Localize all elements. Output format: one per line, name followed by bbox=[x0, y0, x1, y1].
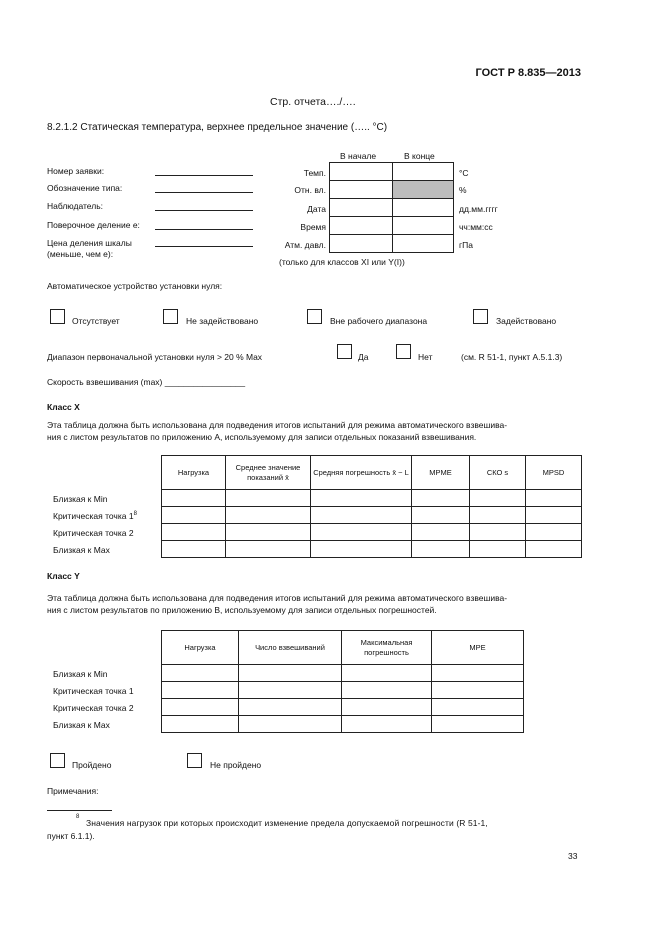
x-cell[interactable] bbox=[470, 490, 526, 507]
checkbox-absent[interactable] bbox=[50, 309, 65, 324]
x-cell[interactable] bbox=[162, 541, 226, 558]
footnote-mark: 8 bbox=[76, 814, 80, 820]
env-label-pressure: Атм. давл. bbox=[284, 240, 326, 250]
class-y-desc-2: ния с листом результатов по приложению В, используемому для записи отдельных погрешностей. bbox=[47, 605, 437, 615]
y-cell[interactable] bbox=[342, 699, 432, 716]
checkbox-used[interactable] bbox=[473, 309, 488, 324]
zero-title: Автоматическое устройство установки нуля: bbox=[47, 281, 223, 291]
section-title: 8.2.1.2 Статическая температура, верхнее предельное значение (….. °С) bbox=[47, 122, 388, 133]
range-ref: (см. R 51-1, пункт А.5.1.3) bbox=[461, 352, 563, 362]
y-cell[interactable] bbox=[342, 665, 432, 682]
env-note: (только для классов XI или Y(I)) bbox=[279, 257, 405, 267]
x-cell[interactable] bbox=[311, 541, 412, 558]
y-cell[interactable] bbox=[162, 665, 239, 682]
checkbox-not-used[interactable] bbox=[163, 309, 178, 324]
x-row-max: Близкая к Max bbox=[53, 545, 110, 555]
x-cell[interactable] bbox=[162, 490, 226, 507]
field-line-request[interactable] bbox=[155, 175, 253, 176]
x-header-load: Нагрузка bbox=[162, 456, 226, 490]
result-pass: Пройдено bbox=[72, 760, 112, 770]
class-y-table bbox=[161, 630, 524, 733]
field-label-type: Обозначение типа: bbox=[47, 183, 123, 193]
field-label-observer: Наблюдатель: bbox=[47, 201, 103, 211]
x-header-error: Средняя погрешность x̄ − L bbox=[311, 456, 412, 490]
x-row-critical-1-label: Критическая точка 1 bbox=[53, 511, 134, 521]
class-x-table bbox=[161, 455, 582, 558]
x-cell[interactable] bbox=[226, 541, 311, 558]
range-yes: Да bbox=[358, 352, 369, 362]
result-fail: Не пройдено bbox=[210, 760, 262, 770]
env-cell[interactable] bbox=[393, 217, 454, 235]
y-cell[interactable] bbox=[432, 682, 524, 699]
x-cell[interactable] bbox=[470, 507, 526, 524]
footnote-ref: 8 bbox=[133, 511, 137, 518]
y-cell[interactable] bbox=[162, 682, 239, 699]
env-cell[interactable] bbox=[393, 163, 454, 181]
x-cell[interactable] bbox=[311, 507, 412, 524]
field-line-observer[interactable] bbox=[155, 210, 253, 211]
y-cell[interactable] bbox=[342, 682, 432, 699]
env-cell[interactable] bbox=[330, 217, 393, 235]
y-row-critical-1: Критическая точка 1 bbox=[53, 686, 134, 696]
speed-text: Скорость взвешивания (max) _________________ bbox=[47, 377, 246, 387]
x-cell[interactable] bbox=[412, 541, 470, 558]
footnote-line-1: Значения нагрузок при которых происходит изменение предела допускаемой погрешности (R 51-1, bbox=[86, 818, 488, 828]
checkbox-yes[interactable] bbox=[337, 344, 352, 359]
class-y-title: Класс Y bbox=[47, 571, 80, 581]
option-absent: Отсутствует bbox=[72, 316, 120, 326]
env-cell[interactable] bbox=[330, 235, 393, 253]
env-unit-humidity: % bbox=[459, 185, 467, 195]
col-start-label: В начале bbox=[340, 151, 377, 161]
checkbox-pass[interactable] bbox=[50, 753, 65, 768]
x-cell[interactable] bbox=[226, 490, 311, 507]
y-header-mpe: MPE bbox=[432, 631, 524, 665]
env-cell[interactable] bbox=[393, 199, 454, 217]
x-cell[interactable] bbox=[526, 541, 582, 558]
standard-number: ГОСТ Р 8.835—2013 bbox=[475, 67, 581, 79]
y-header-max-error: Максимальная погрешность bbox=[342, 631, 432, 665]
footnote-separator bbox=[47, 810, 112, 811]
x-cell[interactable] bbox=[470, 541, 526, 558]
y-cell[interactable] bbox=[239, 682, 342, 699]
y-cell[interactable] bbox=[239, 716, 342, 733]
y-cell[interactable] bbox=[432, 665, 524, 682]
y-cell[interactable] bbox=[432, 699, 524, 716]
range-no: Нет bbox=[418, 352, 433, 362]
field-line-type[interactable] bbox=[155, 192, 253, 193]
x-cell[interactable] bbox=[162, 507, 226, 524]
x-cell[interactable] bbox=[470, 524, 526, 541]
checkbox-no[interactable] bbox=[396, 344, 411, 359]
env-cell[interactable] bbox=[330, 181, 393, 199]
env-cell-grey bbox=[393, 181, 454, 199]
y-cell[interactable] bbox=[239, 665, 342, 682]
col-end-label: В конце bbox=[404, 151, 435, 161]
class-x-desc-1: Эта таблица должна быть использована для подведения итогов испытаний для режима автоматического взвешива- bbox=[47, 420, 508, 430]
env-unit-pressure: гПа bbox=[459, 240, 473, 250]
page-number: 33 bbox=[568, 851, 578, 861]
x-cell[interactable] bbox=[226, 524, 311, 541]
y-row-critical-2: Критическая точка 2 bbox=[53, 703, 134, 713]
env-unit-date: дд.мм.гггг bbox=[459, 204, 498, 214]
class-x-desc-2: ния с листом результатов по приложению А, используемому для записи отдельных показаний взвешивания. bbox=[47, 432, 477, 442]
option-not-used: Не задействовано bbox=[186, 316, 259, 326]
y-cell[interactable] bbox=[239, 699, 342, 716]
footnote-line-2: пункт 6.1.1). bbox=[47, 831, 95, 841]
env-cell[interactable] bbox=[393, 235, 454, 253]
y-row-min: Близкая к Min bbox=[53, 669, 108, 679]
report-page: Стр. отчета…./…. bbox=[270, 96, 356, 108]
y-header-load: Нагрузка bbox=[162, 631, 239, 665]
checkbox-out-of-range[interactable] bbox=[307, 309, 322, 324]
y-cell[interactable] bbox=[342, 716, 432, 733]
x-cell[interactable] bbox=[226, 507, 311, 524]
x-row-critical-2: Критическая точка 2 bbox=[53, 528, 134, 538]
x-cell[interactable] bbox=[526, 524, 582, 541]
y-row-max: Близкая к Max bbox=[53, 720, 110, 730]
env-label-temp: Темп. bbox=[303, 168, 326, 178]
field-label-division: Поверочное деление e: bbox=[47, 220, 140, 230]
x-row-critical-1 bbox=[53, 511, 137, 521]
class-x-title: Класс X bbox=[47, 402, 80, 412]
field-line-scale[interactable] bbox=[155, 246, 253, 247]
option-out-of-range: Вне рабочего диапазона bbox=[330, 316, 428, 326]
y-cell[interactable] bbox=[162, 699, 239, 716]
notes-title: Примечания: bbox=[47, 786, 99, 796]
x-cell[interactable] bbox=[311, 490, 412, 507]
x-cell[interactable] bbox=[412, 524, 470, 541]
checkbox-fail[interactable] bbox=[187, 753, 202, 768]
x-cell[interactable] bbox=[412, 507, 470, 524]
class-y-desc-1: Эта таблица должна быть использована для подведения итогов испытаний для режима автоматического взвешива- bbox=[47, 593, 508, 603]
y-cell[interactable] bbox=[162, 716, 239, 733]
x-header-sko: СКО s bbox=[470, 456, 526, 490]
env-cell[interactable] bbox=[330, 199, 393, 217]
y-cell[interactable] bbox=[432, 716, 524, 733]
env-label-time: Время bbox=[300, 222, 326, 232]
field-label-request: Номер заявки: bbox=[47, 166, 105, 176]
x-header-mpme: MPME bbox=[412, 456, 470, 490]
option-used: Задействовано bbox=[496, 316, 557, 326]
field-line-division[interactable] bbox=[155, 229, 253, 230]
x-cell[interactable] bbox=[162, 524, 226, 541]
env-label-humidity: Отн. вл. bbox=[294, 185, 326, 195]
x-header-mpsd: MPSD bbox=[526, 456, 582, 490]
x-cell[interactable] bbox=[311, 524, 412, 541]
env-unit-temp: °С bbox=[459, 168, 469, 178]
env-unit-time: чч:мм:сс bbox=[459, 222, 493, 232]
x-cell[interactable] bbox=[412, 490, 470, 507]
range-text: Диапазон первоначальной установки нуля > 20 % Max bbox=[47, 352, 263, 362]
env-label-date: Дата bbox=[307, 204, 326, 214]
y-header-count: Число взвешиваний bbox=[239, 631, 342, 665]
field-label-scale: Цена деления шкалы (меньше, чем e): bbox=[47, 238, 132, 259]
x-header-mean: Среднее значение показаний x̄ bbox=[226, 456, 311, 490]
x-cell[interactable] bbox=[526, 507, 582, 524]
x-row-min: Близкая к Min bbox=[53, 494, 108, 504]
env-cell[interactable] bbox=[330, 163, 393, 181]
x-cell[interactable] bbox=[526, 490, 582, 507]
environment-table bbox=[329, 162, 454, 253]
